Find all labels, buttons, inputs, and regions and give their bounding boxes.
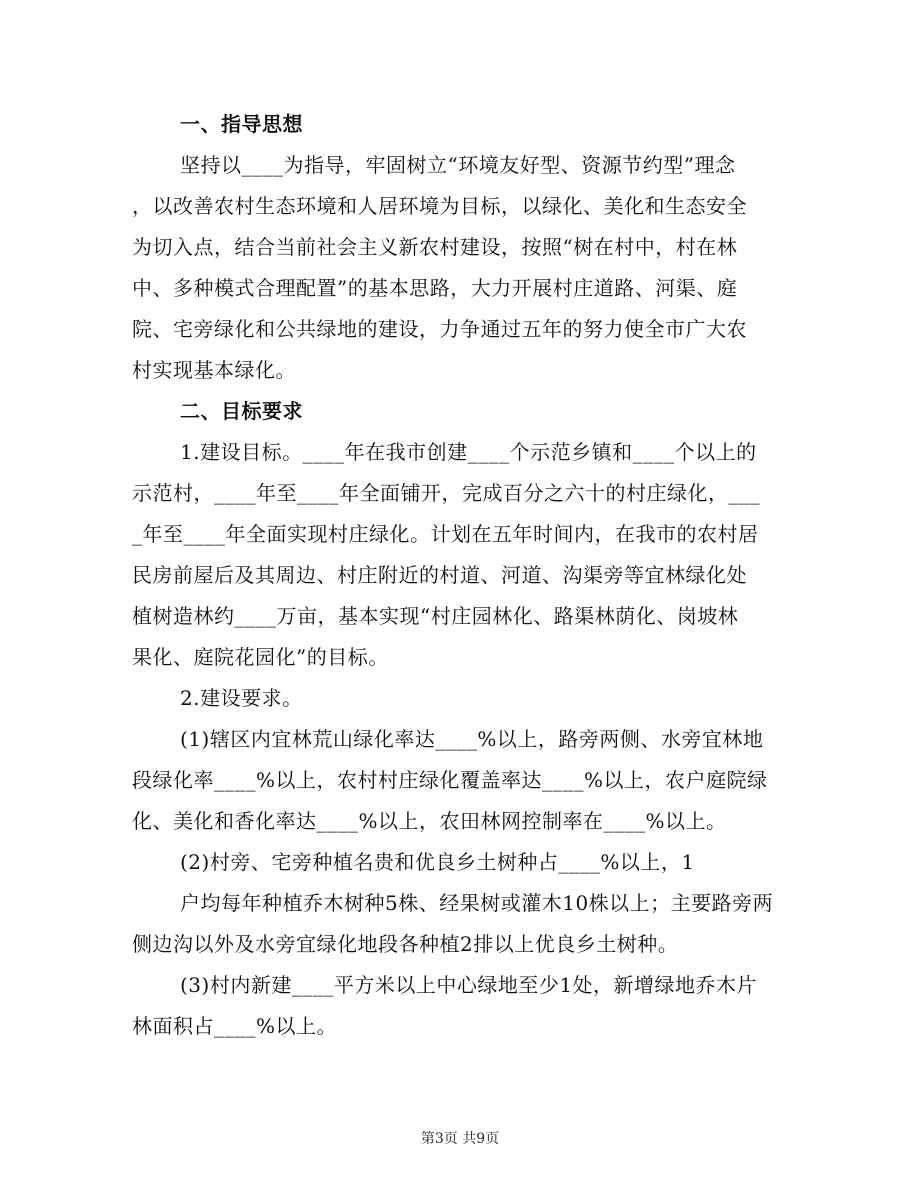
paragraph-line: (1)辖区内宜林荒山绿化率达____%以上，路旁两侧、水旁宜林地 xyxy=(180,727,764,751)
paragraph-line: 2.建设要求。 xyxy=(180,686,303,710)
paragraph-line: _年至____年全面实现村庄绿化。计划在五年时间内，在我市的农村居 xyxy=(132,522,759,546)
paragraph-line: 植树造林约____万亩，基本实现“村庄园林化、路渠林荫化、岗坡林 xyxy=(132,604,739,628)
paragraph-line: 为切入点，结合当前社会主义新农村建设，按照“树在村中，村在林 xyxy=(132,235,738,259)
paragraph-line: 侧边沟以外及水旁宜绿化地段各种植2排以上优良乡土树种。 xyxy=(132,932,679,956)
paragraph-line: 化、美化和香化率达____%以上，农田林网控制率在____%以上。 xyxy=(132,809,727,833)
paragraph-line: (3)村内新建____平方米以上中心绿地至少1处，新增绿地乔木片 xyxy=(180,973,758,997)
paragraph-line: 村实现基本绿化。 xyxy=(132,358,296,382)
paragraph-line: 民房前屋后及其周边、村庄附近的村道、河道、沟渠旁等宜林绿化处 xyxy=(132,563,747,587)
document-body xyxy=(132,104,792,1047)
paragraph-line: 中、多种模式合理配置”的基本思路，大力开展村庄道路、河渠、庭 xyxy=(132,276,738,300)
paragraph-line: ，以改善农村生态环境和人居环境为目标，以绿化、美化和生态安全 xyxy=(132,194,747,218)
paragraph-line: 段绿化率____%以上，农村村庄绿化覆盖率达____%以上，农户庭院绿 xyxy=(132,768,768,792)
paragraph-line: 坚持以____为指导，牢固树立“环境友好型、资源节约型”理念 xyxy=(180,153,736,177)
paragraph-line: 果化、庭院花园化”的目标。 xyxy=(132,645,389,669)
paragraph-line: (2)村旁、宅旁种植名贵和优良乡土树种占____%以上，1 xyxy=(180,850,695,874)
section-heading-guiding-ideology: 一、指导思想 xyxy=(180,112,303,136)
paragraph-line: 院、宅旁绿化和公共绿地的建设，力争通过五年的努力使全市广大农 xyxy=(132,317,747,341)
paragraph-line: 户均每年种植乔木树种5株、经果树或灌木10株以上；主要路旁两 xyxy=(180,891,774,915)
paragraph-line: 林面积占____%以上。 xyxy=(132,1014,338,1038)
paragraph-line: 示范村，____年至____年全面铺开，完成百分之六十的村庄绿化，___ xyxy=(132,481,760,505)
page-number-footer: 第3页 共9页 xyxy=(420,1131,500,1147)
section-heading-target-requirements: 二、目标要求 xyxy=(180,399,303,423)
paragraph-line: 1.建设目标。____年在我市创建____个示范乡镇和____个以上的 xyxy=(180,440,757,464)
